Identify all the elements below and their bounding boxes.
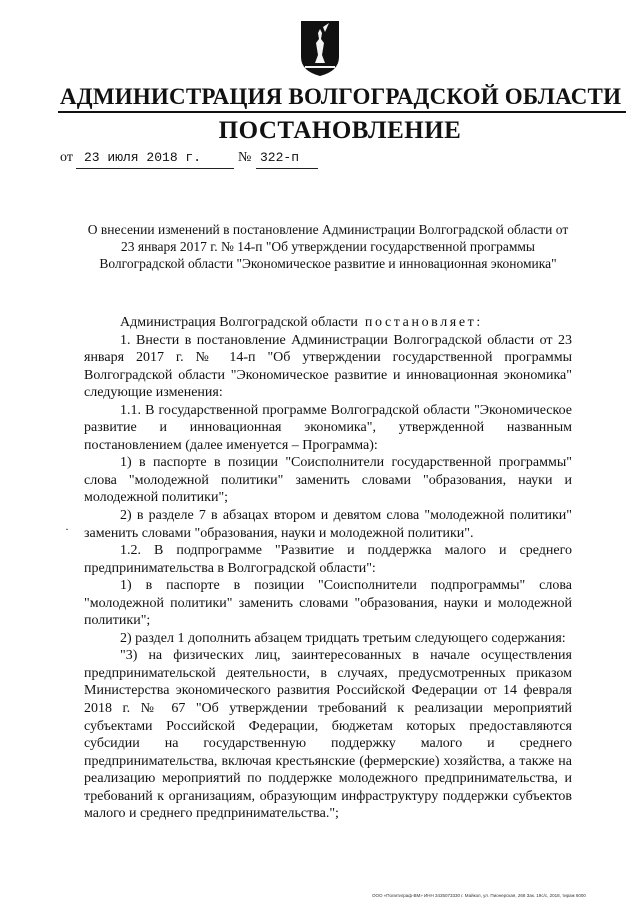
intro-paragraph: [84, 314, 572, 332]
margin-mark: ·: [65, 522, 69, 536]
paragraph: 1.1. В государственной программе Волгоградской области "Экономическое развитие и инновационная экономика", утвержденной названным постановлением (далее именуется – Программа):: [84, 402, 572, 453]
document-date: 23 июля 2018 г.: [84, 150, 202, 165]
date-prefix: от: [60, 150, 73, 165]
paragraph: 1. Внести в постановление Администрации Волгоградской области от 23 января 2017 г. № 14-п "Об утверждении государственной программы Волгоградской области "Экономическое развитие и инновационная экономика" следующие изменения:: [84, 332, 572, 401]
document-body: [84, 314, 572, 823]
document-type-title: ПОСТАНОВЛЕНИЕ: [218, 117, 462, 144]
paragraph: 1) в паспорте в позиции "Соисполнители подпрограммы" слова "молодежной политики" заменить словами "образования, науки и молодежной политики";: [84, 578, 572, 629]
date-underline: [76, 168, 234, 169]
paragraph: 1.2. В подпрограмме "Развитие и поддержка малого и среднего предпринимательства в Волгоградской области":: [84, 543, 572, 576]
number-underline: [256, 168, 318, 169]
printer-imprint: ООО «Политиграф-ВМ» ИНН 3435073330 г. Майкоп, ул. Пионерская, 268 Зак. 19с/с, 2018, тираж 6000: [372, 893, 586, 898]
document-heading: О внесении изменений в постановление Администрации Волгоградской области от 23 января 2017 г. № 14-п "Об утверждении государственной программы Волгоградской области "Экономическое развитие и инновационная экономика": [87, 222, 569, 271]
document-number: 322-п: [260, 150, 300, 165]
intro-verb: постановляет:: [364, 315, 483, 330]
paragraph: 2) раздел 1 дополнить абзацем тридцать третьим следующего содержания:: [120, 630, 566, 646]
header-divider: [58, 111, 626, 113]
paragraph: "3) на физических лиц, заинтересованных в начале осуществления предпринимательской деятельности, в случаях, предусмотренных приказом Министерства экономического развития Российской Федерации от 14 февраля 2018 г. № 67 "Об утверждении требований к реализации мероприятий субъектами Российской Федерации, бюджетам которых предоставляются субсидии на государственную поддержку малого и среднего предпринимательства, включая крестьянские (фермерские) хозяйства, а также на реализацию мероприятий по поддержке молодежного предпринимательства, и требований к организациям, образующим инфраструктуру поддержки субъектов малого и среднего предпринимательства.";: [84, 648, 572, 822]
coat-of-arms-emblem: [299, 19, 341, 77]
organization-title: АДМИНИСТРАЦИЯ ВОЛГОГРАДСКОЙ ОБЛАСТИ: [60, 84, 622, 109]
paragraph: 1) в паспорте в позиции "Соисполнители государственной программы" слова "молодежной политики" заменить словами "образования, науки и молодежной политики";: [84, 455, 572, 506]
number-prefix: №: [238, 150, 252, 165]
intro-subject: Администрация Волгоградской области: [120, 315, 358, 330]
paragraph: 2) в разделе 7 в абзацах втором и девятом слова "молодежной политики" заменить словами "образования, науки и молодежной политики".: [84, 508, 572, 541]
